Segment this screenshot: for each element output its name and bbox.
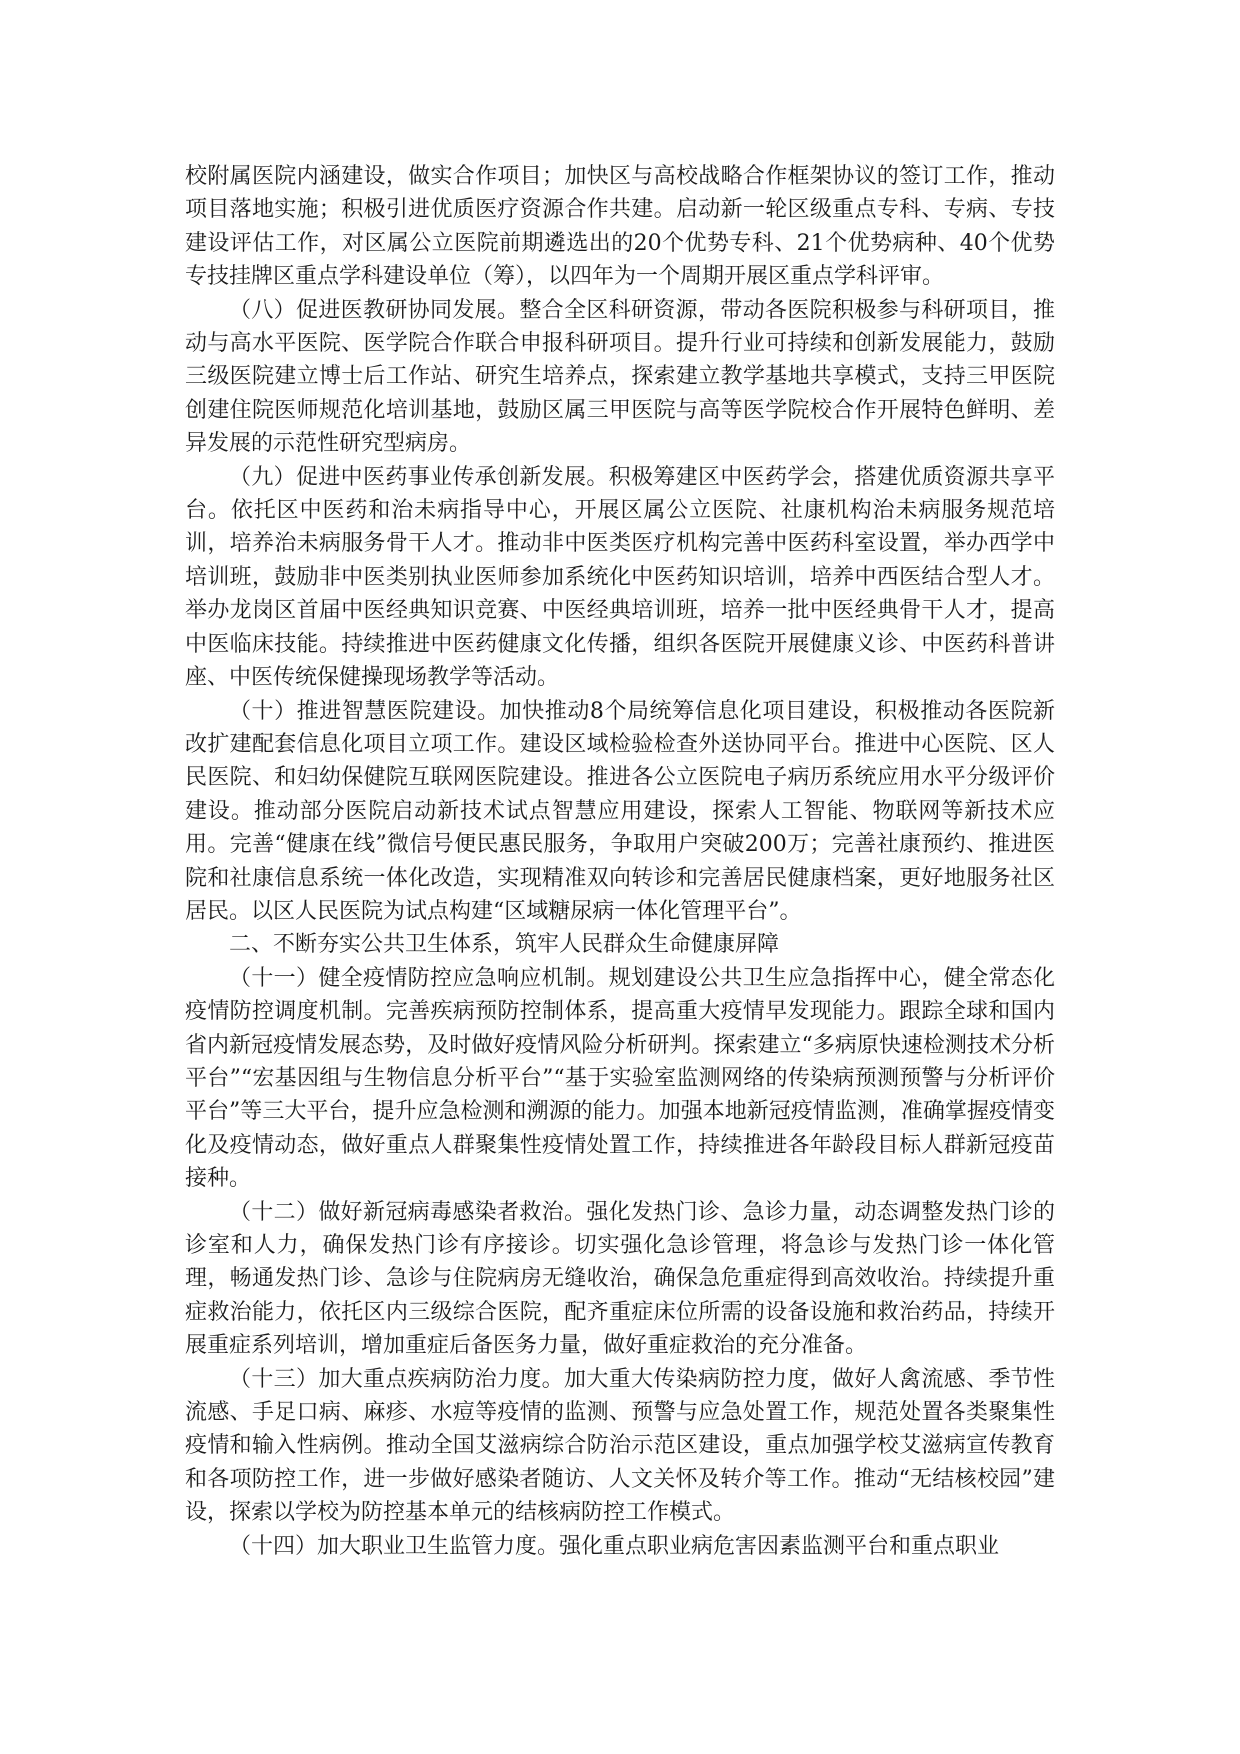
paragraph-14-occupational-health: （十四）加大职业卫生监管力度。强化重点职业病危害因素监测平台和重点职业: [229, 1533, 1000, 1559]
paragraph-continued: 校附属医院内涵建设，做实合作项目；加快区与高校战略合作框架协议的签订工作，推动项目落地实施；积极引进优质医疗资源合作共建。启动新一轮区级重点专科、专病、专技建设评估工作，对区属公立医院前期遴选出的20个优势专科、21个优势病种、40个优势专技挂牌区重点学科建设单位（筹），以四年为一个周期开展区重点学科评审。: [185, 164, 1055, 290]
paragraph-9-tcm-development: （九）促进中医药事业传承创新发展。积极筹建区中医药学会，搭建优质资源共享平台。依托区中医药和治未病指导中心，开展区属公立医院、社康机构治未病服务规范培训，培养治未病服务骨干人才。推动非中医类医疗机构完善中医药科室设置，举办西学中培训班，鼓励非中医类别执业医师参加系统化中医药知识培训，培养中西医结合型人才。举办龙岗区首届中医经典知识竞赛、中医经典培训班，培养一批中医经典骨干人才，提高中医临床技能。持续推进中医药健康文化传播，组织各医院开展健康义诊、中医药科普讲座、中医传统保健操现场教学等活动。: [185, 464, 1055, 691]
paragraph-10-smart-hospital: （十）推进智慧医院建设。加快推动8个局统筹信息化项目建设，积极推动各医院新改扩建配套信息化项目立项工作。建设区域检验检查外送协同平台。推进中心医院、区人民医院、和妇幼保健院互联网医院建设。推进各公立医院电子病历系统应用水平分级评价建设。推动部分医院启动新技术试点智慧应用建设，探索人工智能、物联网等新技术应用。完善“健康在线”微信号便民惠民服务，争取用户突破200万；完善社康预约、推进医院和社康信息系统一体化改造，实现精准双向转诊和完善居民健康档案，更好地服务社区居民。以区人民医院为试点构建“区域糖尿病一体化管理平台”。: [185, 698, 1055, 924]
section-heading-public-health: 二、不断夯实公共卫生体系，筑牢人民群众生命健康屏障: [229, 932, 780, 958]
paragraph-13-disease-prevention: （十三）加大重点疾病防治力度。加大重大传染病防控力度，做好人禽流感、季节性流感、手足口病、麻疹、水痘等疫情的监测、预警与应急处置工作，规范处置各类聚集性疫情和输入性病例。推动全国艾滋病综合防治示范区建设，重点加强学校艾滋病宣传教育和各项防控工作，进一步做好感染者随访、人文关怀及转介等工作。推动“无结核校园”建设，探索以学校为防控基本单元的结核病防控工作模式。: [185, 1366, 1055, 1526]
paragraph-12-covid-treatment: （十二）做好新冠病毒感染者救治。强化发热门诊、急诊力量，动态调整发热门诊的诊室和人力，确保发热门诊有序接诊。切实强化急诊管理，将急诊与发热门诊一体化管理，畅通发热门诊、急诊与住院病房无缝收治，确保急危重症得到高效收治。持续提升重症救治能力，依托区内三级综合医院，配齐重症床位所需的设备设施和救治药品，持续开展重症系列培训，增加重症后备医务力量，做好重症救治的充分准备。: [185, 1199, 1055, 1359]
paragraph-8-medical-education-research: （八）促进医教研协同发展。整合全区科研资源，带动各医院积极参与科研项目，推动与高水平医院、医学院合作联合申报科研项目。提升行业可持续和创新发展能力，鼓励三级医院建立博士后工作站、研究生培养点，探索建立教学基地共享模式，支持三甲医院创建住院医师规范化培训基地，鼓励区属三甲医院与高等医学院校合作开展特色鲜明、差异发展的示范性研究型病房。: [185, 297, 1055, 457]
paragraph-11-epidemic-response: （十一）健全疫情防控应急响应机制。规划建设公共卫生应急指挥中心，健全常态化疫情防控调度机制。完善疾病预防控制体系，提高重大疫情早发现能力。跟踪全球和国内省内新冠疫情发展态势，及时做好疫情风险分析研判。探索建立“多病原快速检测技术分析平台”“宏基因组与生物信息分析平台”“基于实验室监测网络的传染病预测预警与分析评价平台”等三大平台，提升应急检测和溯源的能力。加强本地新冠疫情监测，准确掌握疫情变化及疫情动态，做好重点人群聚集性疫情处置工作，持续推进各年龄段目标人群新冠疫苗接种。: [185, 965, 1055, 1192]
document-body: [185, 160, 1055, 1563]
